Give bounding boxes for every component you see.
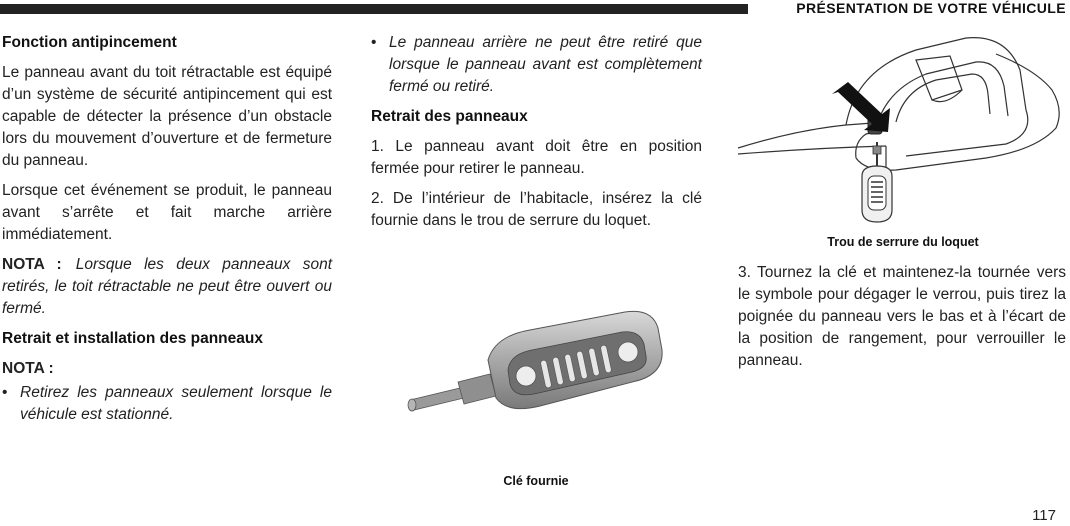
section-title: PRÉSENTATION DE VOTRE VÉHICULE [796, 0, 1066, 16]
header-rule [0, 4, 748, 14]
step-2: 2. De l’intérieur de l’habitacle, insérez la clé fournie dans le trou de serrure du loquet. [371, 190, 702, 229]
bullet-icon: • [2, 384, 8, 401]
bullet-text: Le panneau arrière ne peut être retiré que lorsque le panneau avant est complètement fermé ou retiré. [389, 34, 702, 95]
step-1: 1. Le panneau avant doit être en position fermée pour retirer le panneau. [371, 138, 702, 177]
column-middle [371, 32, 702, 240]
paragraph-event: Lorsque cet événement se produit, le panneau avant s’arrête et fait marche arrière immédiatement. [2, 182, 332, 243]
bullet-icon: • [371, 34, 377, 51]
note-label: NOTA : [2, 256, 62, 273]
step-3: 3. Tournez la clé et maintenez-la tournée vers le symbole pour dégager le verrou, puis tirez la poignée du panneau vers le bas et à l’écart de la position de rangement, pour verrouiller le panneau. [738, 264, 1066, 369]
key-illustration [400, 300, 670, 425]
figure-caption-key: Clé fournie [503, 474, 569, 488]
note-label: NOTA : [2, 360, 54, 377]
heading-removal-installation: Retrait et installation des panneaux [2, 330, 263, 347]
column-left [2, 32, 332, 434]
page-number: 117 [1032, 507, 1056, 524]
bullet-text: Retirez les panneaux seulement lorsque le véhicule est stationné. [20, 384, 332, 423]
bullet-item [2, 382, 332, 426]
heading-panel-removal: Retrait des panneaux [371, 108, 528, 125]
column-right [738, 262, 1066, 380]
bullet-item [371, 32, 702, 98]
heading-antipincement: Fonction antipincement [2, 34, 177, 51]
note-both-panels [2, 254, 332, 320]
note-text: Lorsque les deux panneaux sont retirés, le toit rétractable ne peut être ouvert ou fermé. [2, 256, 332, 317]
latch-illustration [736, 30, 1066, 230]
figure-caption-latch: Trou de serrure du loquet [827, 235, 979, 249]
paragraph-antipincement: Le panneau avant du toit rétractable est équipé d’un système de sécurité antipincement qui est capable de détecter la présence d’un obstacle lors du mouvement d’ouverture et de fermeture du panneau. [2, 64, 332, 169]
